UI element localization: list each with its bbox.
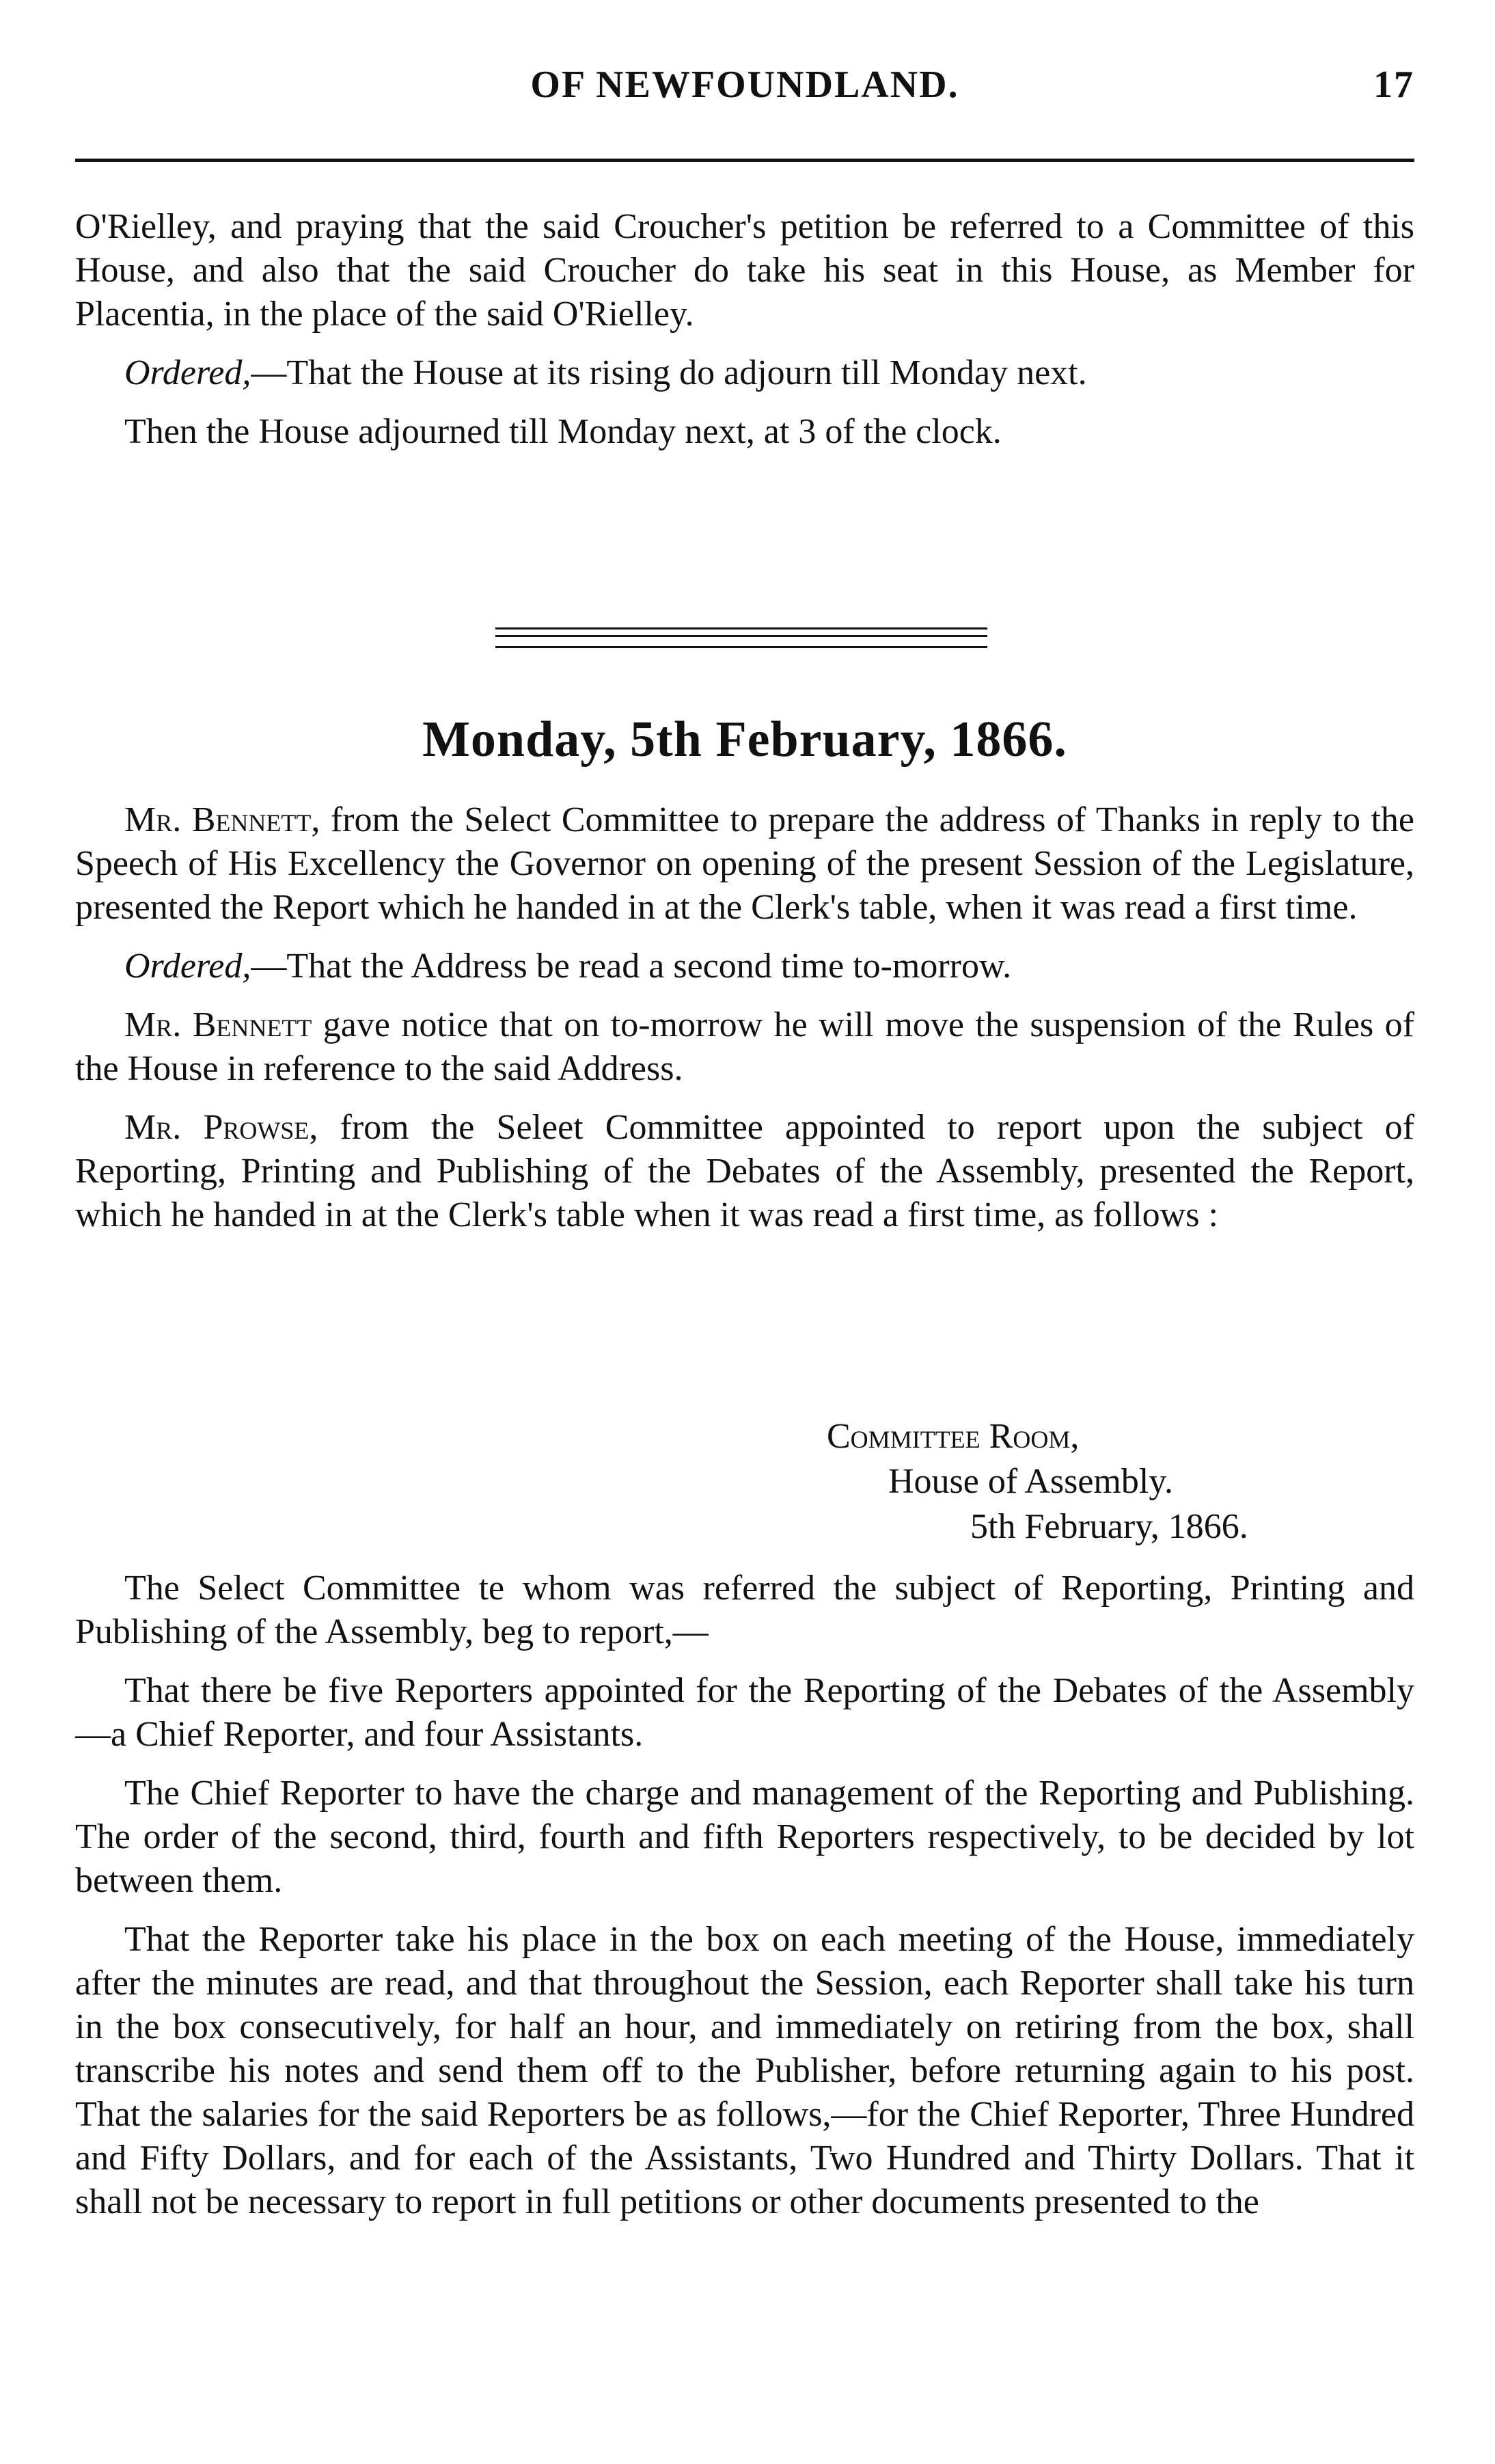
report-paragraph: That there be five Reporters appointed for the Reporting of the Debates of the Assembly—a Chief Reporter, and four Assistants. xyxy=(75,1671,1414,1754)
member-name: Mr. Bennett xyxy=(124,1005,312,1044)
ordered-label: Ordered, xyxy=(124,353,251,392)
running-head xyxy=(75,63,1414,111)
report-paragraph: The Select Committee te whom was referred the subject of Reporting, Printing and Publishing of the Assembly, beg to report,— xyxy=(75,1569,1414,1651)
paragraph-petition: O'Rielley, and praying that the said Croucher's petition be referred to a Committee of this House, and also that the said Croucher do take his seat in this House, as Member for Placentia, in the place of the said O'Rielley. xyxy=(75,207,1414,334)
paragraph-adjourned: Then the House adjourned till Monday next, at 3 of the clock. xyxy=(124,412,1002,451)
ordered-text: —That the House at its rising do adjourn till Monday next. xyxy=(251,353,1087,392)
document-page xyxy=(75,0,1414,2464)
paragraph-text: from the Seleet Committee appointed to report upon the subject of Reporting, Printing and Publishing of the Debates of the Assembly, presented the Report, which he handed in at the Clerk's table when it was read a first time, as follows : xyxy=(75,1108,1414,1234)
paragraph-bennett-report xyxy=(75,798,1414,930)
report-paragraph: That the Reporter take his place in the box on each meeting of the House, immediately after the minutes are read, and that throughout the Session, each Reporter shall take his turn in the box consecutively, for half an hour, and immediately on retiring from the box, shall transcribe his notes and send them off to the Publisher, before returning again to his post. That the salaries for the said Reporters be as follows,—for the Chief Reporter, Three Hundred and Fifty Dollars, and for each of the Assistants, Two Hundred and Thirty Dollars. That it shall not be necessary to report in full petitions or other documents presented to the xyxy=(75,1920,1414,2221)
paragraph-text: gave notice that on to-morrow he will move the suspension of the Rules of the House in reference to the said Address. xyxy=(75,1005,1415,1088)
proceedings-section xyxy=(75,798,1414,1252)
report-section xyxy=(75,1567,1414,2239)
paragraph-prowse-report xyxy=(75,1106,1414,1237)
report-heading-line3: 5th February, 1866. xyxy=(970,1507,1248,1546)
report-paragraph: The Chief Reporter to have the charge and management of the Reporting and Publishing. The order of the second, third, fourth and fifth Reporters respectively, to be decided by lot between them. xyxy=(75,1774,1414,1900)
paragraph-text: from the Select Committee to prepare the address of Thanks in reply to the Speech of His Excellency the Governor on opening of the present Session of the Legislature, presented the Report which he handed in at the Clerk's table, when it was read a first time. xyxy=(75,800,1415,927)
report-heading-line1: Committee Room, xyxy=(827,1417,1080,1456)
paragraph-ordered-address xyxy=(75,945,1414,988)
member-name: Mr. Bennett, xyxy=(124,800,320,839)
date-heading: Monday, 5th February, 1866. xyxy=(422,712,1067,768)
ordered-text: —That the Address be read a second time to-morrow. xyxy=(251,947,1012,986)
page-number: 17 xyxy=(1373,64,1414,106)
paragraph-ordered-adjourn xyxy=(75,351,1414,395)
section-divider xyxy=(495,627,987,648)
ordered-label: Ordered, xyxy=(124,947,251,986)
report-heading-line2: House of Assembly. xyxy=(888,1462,1173,1501)
session-close-section xyxy=(75,205,1414,469)
running-title: OF NEWFOUNDLAND. xyxy=(530,64,959,106)
header-rule xyxy=(75,159,1414,162)
paragraph-bennett-notice xyxy=(75,1003,1414,1091)
member-name: Mr. Prowse, xyxy=(124,1108,318,1147)
